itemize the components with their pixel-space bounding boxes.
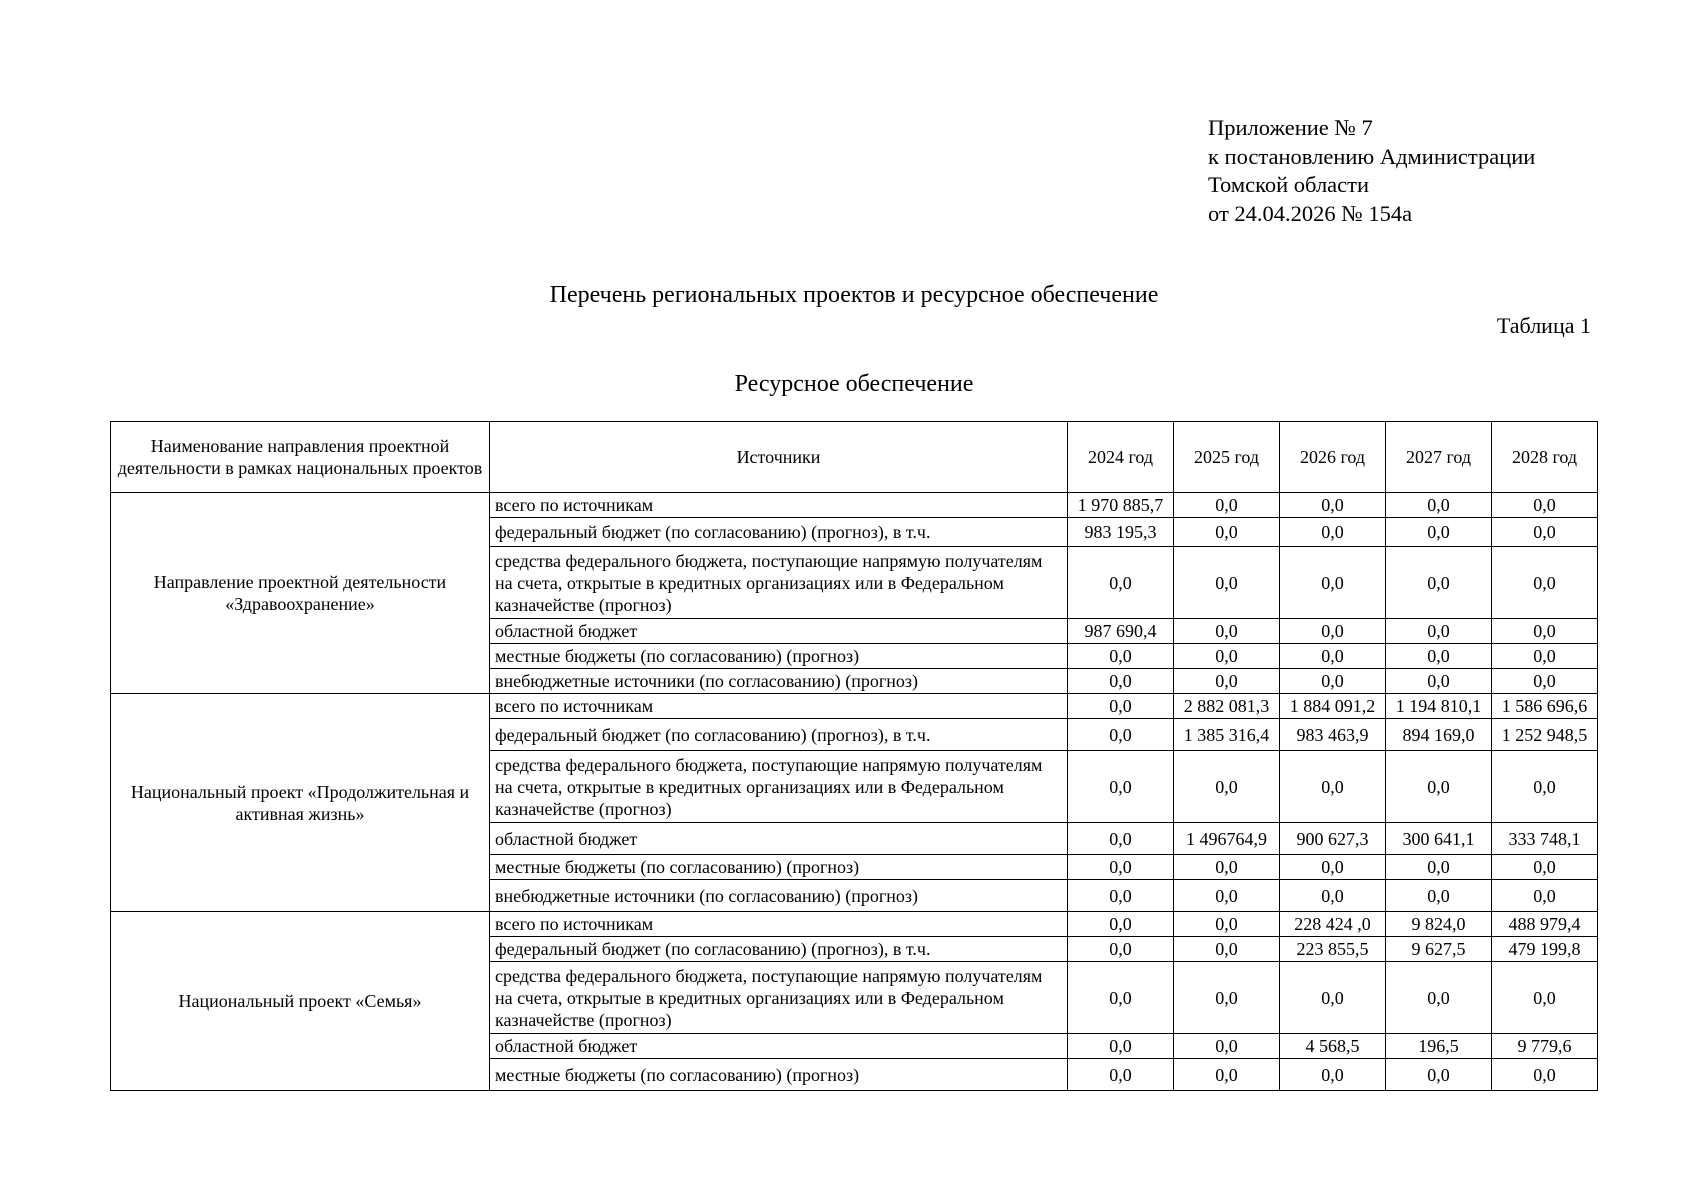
value-cell: 4 568,5	[1280, 1034, 1386, 1059]
direction-name-cell: Национальный проект «Семья»	[111, 912, 490, 1091]
value-cell: 9 627,5	[1386, 937, 1492, 962]
value-cell: 0,0	[1174, 912, 1280, 937]
header-year: 2028 год	[1492, 422, 1598, 493]
table-caption: Ресурсное обеспечение	[734, 371, 974, 397]
table-header-row	[111, 422, 1598, 493]
source-cell: внебюджетные источники (по согласованию) (прогноз)	[490, 669, 1068, 694]
value-cell: 1 194 810,1	[1386, 694, 1492, 719]
value-cell: 488 979,4	[1492, 912, 1598, 937]
annex-resolution: к постановлению Администрации	[1208, 143, 1536, 169]
value-cell: 0,0	[1174, 1034, 1280, 1059]
value-cell: 0,0	[1174, 937, 1280, 962]
value-cell: 0,0	[1174, 751, 1280, 823]
table-row	[111, 694, 1598, 719]
table-number: Таблица 1	[1496, 313, 1591, 338]
value-cell: 0,0	[1386, 962, 1492, 1034]
value-cell: 0,0	[1068, 1034, 1174, 1059]
value-cell: 0,0	[1068, 912, 1174, 937]
value-cell: 0,0	[1068, 669, 1174, 694]
value-cell: 0,0	[1386, 619, 1492, 644]
annex-region: Томской области	[1208, 172, 1370, 197]
value-cell: 0,0	[1068, 751, 1174, 823]
source-cell: федеральный бюджет (по согласованию) (прогноз), в т.ч.	[490, 937, 1068, 962]
value-cell: 1 970 885,7	[1068, 493, 1174, 518]
value-cell: 0,0	[1174, 493, 1280, 518]
source-cell: всего по источникам	[490, 912, 1068, 937]
value-cell: 0,0	[1492, 493, 1598, 518]
resource-table	[110, 421, 1598, 1091]
value-cell: 0,0	[1280, 855, 1386, 880]
value-cell: 0,0	[1492, 962, 1598, 1034]
value-cell: 1 496764,9	[1174, 823, 1280, 855]
source-cell: федеральный бюджет (по согласованию) (прогноз), в т.ч.	[490, 719, 1068, 751]
header-year: 2024 год	[1068, 422, 1174, 493]
value-cell: 0,0	[1386, 547, 1492, 619]
value-cell: 300 641,1	[1386, 823, 1492, 855]
value-cell: 0,0	[1068, 694, 1174, 719]
value-cell: 0,0	[1174, 547, 1280, 619]
value-cell: 0,0	[1068, 937, 1174, 962]
header-year: 2025 год	[1174, 422, 1280, 493]
value-cell: 0,0	[1492, 518, 1598, 547]
header-sources: Источники	[490, 422, 1068, 493]
value-cell: 9 824,0	[1386, 912, 1492, 937]
value-cell: 1 884 091,2	[1280, 694, 1386, 719]
source-cell: внебюджетные источники (по согласованию) (прогноз)	[490, 880, 1068, 912]
direction-name-cell: Направление проектной деятельности «Здравоохранение»	[111, 493, 490, 694]
value-cell: 0,0	[1492, 669, 1598, 694]
direction-name-cell: Национальный проект «Продолжительная и активная жизнь»	[111, 694, 490, 912]
value-cell: 894 169,0	[1386, 719, 1492, 751]
document-title: Перечень региональных проектов и ресурсное обеспечение	[549, 282, 1159, 308]
source-cell: областной бюджет	[490, 619, 1068, 644]
value-cell: 1 252 948,5	[1492, 719, 1598, 751]
value-cell: 0,0	[1280, 669, 1386, 694]
value-cell: 0,0	[1174, 619, 1280, 644]
value-cell: 0,0	[1492, 619, 1598, 644]
value-cell: 223 855,5	[1280, 937, 1386, 962]
value-cell: 0,0	[1068, 719, 1174, 751]
header-year: 2026 год	[1280, 422, 1386, 493]
value-cell: 228 424 ,0	[1280, 912, 1386, 937]
value-cell: 333 748,1	[1492, 823, 1598, 855]
value-cell: 0,0	[1492, 547, 1598, 619]
source-cell: областной бюджет	[490, 823, 1068, 855]
value-cell: 983 195,3	[1068, 518, 1174, 547]
value-cell: 0,0	[1174, 518, 1280, 547]
source-cell: федеральный бюджет (по согласованию) (прогноз), в т.ч.	[490, 518, 1068, 547]
source-cell: местные бюджеты (по согласованию) (прогноз)	[490, 855, 1068, 880]
header-year: 2027 год	[1386, 422, 1492, 493]
value-cell: 0,0	[1386, 493, 1492, 518]
source-cell: всего по источникам	[490, 694, 1068, 719]
value-cell: 0,0	[1492, 644, 1598, 669]
table-body	[111, 493, 1598, 1091]
value-cell: 0,0	[1068, 823, 1174, 855]
value-cell: 0,0	[1068, 962, 1174, 1034]
value-cell: 0,0	[1280, 644, 1386, 669]
value-cell: 0,0	[1386, 669, 1492, 694]
value-cell: 0,0	[1386, 644, 1492, 669]
annex-block	[1208, 114, 1535, 228]
value-cell: 0,0	[1174, 880, 1280, 912]
source-cell: всего по источникам	[490, 493, 1068, 518]
value-cell: 0,0	[1386, 1059, 1492, 1091]
value-cell: 2 882 081,3	[1174, 694, 1280, 719]
value-cell: 0,0	[1280, 962, 1386, 1034]
value-cell: 0,0	[1386, 751, 1492, 823]
annex-number: Приложение № 7	[1208, 115, 1373, 140]
value-cell: 0,0	[1068, 1059, 1174, 1091]
value-cell: 0,0	[1386, 518, 1492, 547]
value-cell: 983 463,9	[1280, 719, 1386, 751]
value-cell: 0,0	[1174, 644, 1280, 669]
table-row	[111, 493, 1598, 518]
annex-date: от 24.04.2026 № 154а	[1208, 200, 1413, 226]
value-cell: 0,0	[1280, 880, 1386, 912]
value-cell: 0,0	[1280, 751, 1386, 823]
source-cell: средства федерального бюджета, поступающие напрямую получателям на счета, открытые в кредитных организациях или в Федеральном казначействе (прогноз)	[490, 962, 1068, 1034]
value-cell: 1 586 696,6	[1492, 694, 1598, 719]
source-cell: местные бюджеты (по согласованию) (прогноз)	[490, 644, 1068, 669]
value-cell: 0,0	[1174, 669, 1280, 694]
value-cell: 0,0	[1492, 880, 1598, 912]
value-cell: 0,0	[1174, 855, 1280, 880]
source-cell: местные бюджеты (по согласованию) (прогноз)	[490, 1059, 1068, 1091]
value-cell: 0,0	[1068, 880, 1174, 912]
value-cell: 1 385 316,4	[1174, 719, 1280, 751]
source-cell: средства федерального бюджета, поступающие напрямую получателям на счета, открытые в кредитных организациях или в Федеральном казначействе (прогноз)	[490, 751, 1068, 823]
value-cell: 479 199,8	[1492, 937, 1598, 962]
value-cell: 0,0	[1386, 880, 1492, 912]
source-cell: средства федерального бюджета, поступающие напрямую получателям на счета, открытые в кредитных организациях или в Федеральном казначействе (прогноз)	[490, 547, 1068, 619]
value-cell: 9 779,6	[1492, 1034, 1598, 1059]
value-cell: 0,0	[1068, 855, 1174, 880]
header-direction: Наименование направления проектной деятельности в рамках национальных проектов	[111, 422, 490, 493]
source-cell: областной бюджет	[490, 1034, 1068, 1059]
value-cell: 0,0	[1280, 1059, 1386, 1091]
value-cell: 0,0	[1068, 547, 1174, 619]
value-cell: 0,0	[1068, 644, 1174, 669]
value-cell: 0,0	[1492, 751, 1598, 823]
value-cell: 987 690,4	[1068, 619, 1174, 644]
value-cell: 0,0	[1386, 855, 1492, 880]
table-row	[111, 912, 1598, 937]
value-cell: 0,0	[1280, 493, 1386, 518]
value-cell: 0,0	[1492, 855, 1598, 880]
value-cell: 900 627,3	[1280, 823, 1386, 855]
value-cell: 196,5	[1386, 1034, 1492, 1059]
value-cell: 0,0	[1280, 547, 1386, 619]
value-cell: 0,0	[1280, 619, 1386, 644]
value-cell: 0,0	[1174, 1059, 1280, 1091]
value-cell: 0,0	[1492, 1059, 1598, 1091]
value-cell: 0,0	[1280, 518, 1386, 547]
value-cell: 0,0	[1174, 962, 1280, 1034]
